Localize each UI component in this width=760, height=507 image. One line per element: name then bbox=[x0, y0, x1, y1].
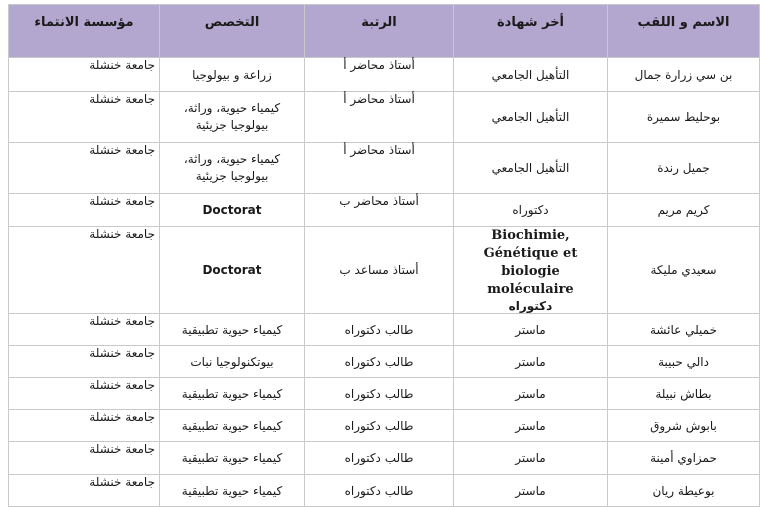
cell-degree: التأهيل الجامعي bbox=[454, 58, 608, 92]
cell-name: بوحليط سميرة bbox=[608, 92, 760, 143]
staff-table bbox=[8, 4, 760, 507]
cell-rank: أستاذ محاضر أ bbox=[305, 58, 454, 92]
cell-specialty: Doctorat bbox=[160, 194, 305, 227]
cell-rank: طالب دكتوراه bbox=[305, 346, 454, 378]
cell-rank: طالب دكتوراه bbox=[305, 410, 454, 442]
table-header-row bbox=[9, 5, 760, 58]
cell-name: بوعيطة ريان bbox=[608, 475, 760, 507]
cell-name: دالي حبيبة bbox=[608, 346, 760, 378]
cell-institution: جامعة خنشلة bbox=[9, 227, 160, 314]
cell-degree: ماستر bbox=[454, 442, 608, 475]
header-institution: مؤسسة الانتماء bbox=[9, 5, 160, 58]
cell-specialty: زراعة و بيولوجيا bbox=[160, 58, 305, 92]
cell-institution: جامعة خنشلة bbox=[9, 475, 160, 507]
cell-rank: طالب دكتوراه bbox=[305, 378, 454, 410]
table-row bbox=[9, 410, 760, 442]
cell-degree bbox=[454, 227, 608, 314]
cell-rank: طالب دكتوراه bbox=[305, 442, 454, 475]
cell-rank: أستاذ محاضر أ bbox=[305, 92, 454, 143]
cell-institution: جامعة خنشلة bbox=[9, 378, 160, 410]
header-degree: أخر شهادة bbox=[454, 5, 608, 58]
cell-specialty: كيمياء حيوية تطبيقية bbox=[160, 410, 305, 442]
cell-name: حمزاوي أمينة bbox=[608, 442, 760, 475]
cell-name: بن سي زرارة جمال bbox=[608, 58, 760, 92]
cell-specialty: Doctorat bbox=[160, 227, 305, 314]
header-specialty: التخصص bbox=[160, 5, 305, 58]
cell-rank: أستاذ محاضر أ bbox=[305, 143, 454, 194]
staff-table-container bbox=[8, 4, 760, 507]
table-row bbox=[9, 346, 760, 378]
cell-rank: أستاذ مساعد ب bbox=[305, 227, 454, 314]
cell-degree: التأهيل الجامعي bbox=[454, 92, 608, 143]
cell-institution: جامعة خنشلة bbox=[9, 410, 160, 442]
table-row bbox=[9, 92, 760, 143]
table-row bbox=[9, 314, 760, 346]
table-row bbox=[9, 227, 760, 314]
table-row bbox=[9, 194, 760, 227]
cell-name: كريم مريم bbox=[608, 194, 760, 227]
specialty-text: كيمياء حيوية، وراثة، بيولوجيا جزيئية bbox=[183, 101, 281, 132]
cell-institution: جامعة خنشلة bbox=[9, 346, 160, 378]
cell-institution: جامعة خنشلة bbox=[9, 143, 160, 194]
cell-degree: ماستر bbox=[454, 314, 608, 346]
cell-specialty: كيمياء حيوية تطبيقية bbox=[160, 378, 305, 410]
cell-specialty: كيمياء حيوية تطبيقية bbox=[160, 442, 305, 475]
cell-degree: دكتوراه bbox=[454, 194, 608, 227]
cell-institution: جامعة خنشلة bbox=[9, 314, 160, 346]
degree-arabic-text: دكتوراه bbox=[508, 299, 553, 313]
table-row bbox=[9, 58, 760, 92]
cell-institution: جامعة خنشلة bbox=[9, 442, 160, 475]
cell-specialty bbox=[160, 143, 305, 194]
header-rank: الرتبة bbox=[305, 5, 454, 58]
cell-name: جميل رندة bbox=[608, 143, 760, 194]
cell-specialty bbox=[160, 92, 305, 143]
cell-specialty: كيمياء حيوية تطبيقية bbox=[160, 475, 305, 507]
cell-degree: ماستر bbox=[454, 378, 608, 410]
cell-degree: ماستر bbox=[454, 410, 608, 442]
table-row bbox=[9, 475, 760, 507]
cell-degree: التأهيل الجامعي bbox=[454, 143, 608, 194]
degree-latin-text: Biochimie, Génétique et biologie moléculaire bbox=[483, 228, 578, 297]
cell-name: سعيدي مليكة bbox=[608, 227, 760, 314]
cell-rank: طالب دكتوراه bbox=[305, 314, 454, 346]
cell-rank: طالب دكتوراه bbox=[305, 475, 454, 507]
cell-degree: ماستر bbox=[454, 346, 608, 378]
header-name: الاسم و اللقب bbox=[608, 5, 760, 58]
cell-specialty: بيوتكنولوجيا نبات bbox=[160, 346, 305, 378]
cell-specialty: كيمياء حيوية تطبيقية bbox=[160, 314, 305, 346]
cell-institution: جامعة خنشلة bbox=[9, 58, 160, 92]
table-row bbox=[9, 442, 760, 475]
cell-name: خميلي عائشة bbox=[608, 314, 760, 346]
specialty-text: كيمياء حيوية، وراثة، بيولوجيا جزيئية bbox=[183, 152, 281, 183]
cell-degree: ماستر bbox=[454, 475, 608, 507]
cell-name: بطاش نبيلة bbox=[608, 378, 760, 410]
cell-institution: جامعة خنشلة bbox=[9, 194, 160, 227]
cell-name: بابوش شروق bbox=[608, 410, 760, 442]
cell-rank: أستاذ محاضر ب bbox=[305, 194, 454, 227]
cell-institution: جامعة خنشلة bbox=[9, 92, 160, 143]
table-row bbox=[9, 378, 760, 410]
table-row bbox=[9, 143, 760, 194]
